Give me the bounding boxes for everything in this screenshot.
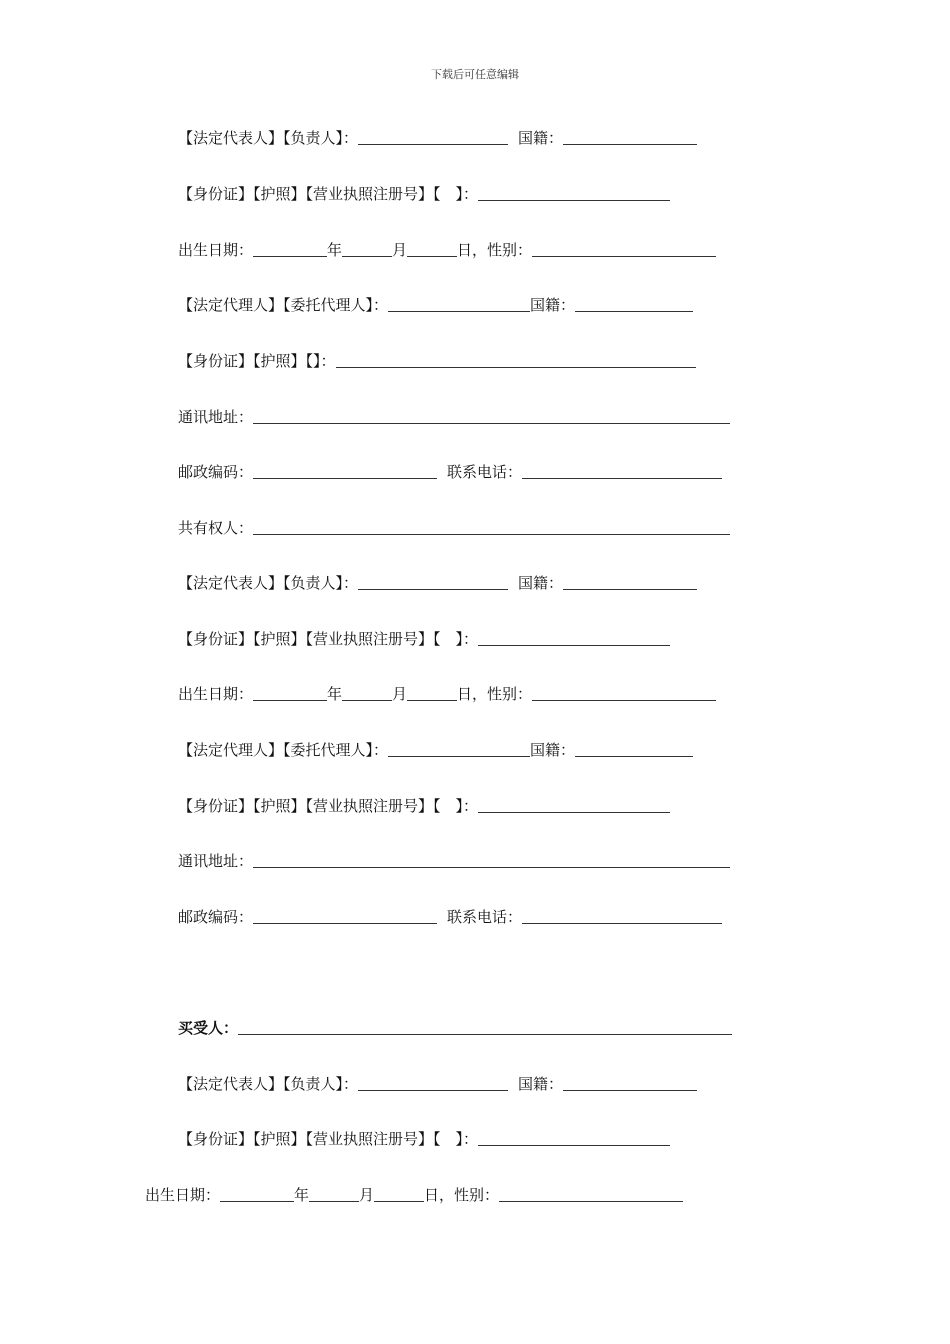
postcode-label: 邮政编码： (178, 908, 254, 926)
nationality-label: 国籍： (530, 741, 576, 759)
id-field[interactable] (478, 199, 670, 201)
month-label: 月 (392, 685, 408, 703)
co-owner-row (178, 516, 738, 538)
year-label: 年 (327, 685, 343, 703)
day-gender-label: 日，性别： (457, 685, 533, 703)
legal-rep-field[interactable] (358, 1089, 508, 1091)
month-label: 月 (392, 241, 408, 259)
legal-rep-label: 【法定代表人】【负责人】： (178, 574, 359, 592)
gender-field[interactable] (532, 255, 716, 257)
id-label: 【身份证】【护照】【营业执照注册号】【 】： (178, 797, 479, 815)
postcode-row (178, 905, 738, 927)
id-row (178, 182, 738, 204)
id-label: 【身份证】【护照】【营业执照注册号】【 】： (178, 185, 479, 203)
birth-day-field[interactable] (407, 699, 457, 701)
address-field[interactable] (253, 866, 730, 868)
birth-row (178, 682, 738, 704)
id-row (178, 1127, 738, 1149)
address-row (178, 849, 738, 871)
postcode-label: 邮政编码： (178, 463, 254, 481)
id-field[interactable] (478, 644, 670, 646)
agent-label: 【法定代理人】【委托代理人】： (178, 296, 389, 314)
legal-rep-label: 【法定代表人】【负责人】： (178, 129, 359, 147)
nationality-field[interactable] (563, 143, 697, 145)
legal-rep-field[interactable] (358, 588, 508, 590)
nationality-field[interactable] (575, 310, 693, 312)
id-label: 【身份证】【护照】【营业执照注册号】【 】： (178, 630, 479, 648)
legal-rep-row (178, 1072, 738, 1094)
year-label: 年 (294, 1186, 310, 1204)
id-row (178, 794, 738, 816)
legal-rep-row (178, 126, 738, 148)
nationality-field[interactable] (575, 755, 693, 757)
nationality-label: 国籍： (530, 296, 576, 314)
id-row (178, 349, 738, 371)
birth-row (178, 238, 738, 260)
address-label: 通讯地址： (178, 408, 254, 426)
birth-day-field[interactable] (374, 1200, 424, 1202)
buyer-row (178, 1016, 738, 1038)
nationality-label: 国籍： (518, 1075, 564, 1093)
legal-rep-label: 【法定代表人】【负责人】： (178, 1075, 359, 1093)
page-header: 下载后可任意编辑 (431, 68, 519, 81)
address-field[interactable] (253, 422, 730, 424)
id-field[interactable] (478, 1144, 670, 1146)
id-label: 【身份证】【护照】【营业执照注册号】【 】： (178, 1130, 479, 1148)
postcode-row (178, 460, 738, 482)
id-field[interactable] (478, 811, 670, 813)
legal-rep-row (178, 571, 738, 593)
birth-year-field[interactable] (253, 699, 327, 701)
agent-row (178, 293, 738, 315)
birth-label: 出生日期： (145, 1186, 221, 1204)
agent-field[interactable] (388, 310, 530, 312)
address-label: 通讯地址： (178, 852, 254, 870)
buyer-field[interactable] (238, 1033, 732, 1035)
agent-field[interactable] (388, 755, 530, 757)
birth-month-field[interactable] (309, 1200, 359, 1202)
id-label: 【身份证】【护照】【】： (178, 352, 336, 370)
nationality-label: 国籍： (518, 129, 564, 147)
nationality-field[interactable] (563, 588, 697, 590)
nationality-label: 国籍： (518, 574, 564, 592)
birth-day-field[interactable] (407, 255, 457, 257)
co-owner-field[interactable] (253, 533, 730, 535)
gender-field[interactable] (532, 699, 716, 701)
postcode-field[interactable] (253, 477, 437, 479)
id-field[interactable] (336, 366, 696, 368)
legal-rep-field[interactable] (358, 143, 508, 145)
birth-year-field[interactable] (253, 255, 327, 257)
id-row (178, 627, 738, 649)
address-row (178, 405, 738, 427)
agent-row (178, 738, 738, 760)
nationality-field[interactable] (563, 1089, 697, 1091)
gender-field[interactable] (499, 1200, 683, 1202)
agent-label: 【法定代理人】【委托代理人】： (178, 741, 389, 759)
birth-label: 出生日期： (178, 241, 254, 259)
day-gender-label: 日，性别： (457, 241, 533, 259)
phone-field[interactable] (522, 477, 722, 479)
birth-row (145, 1183, 705, 1205)
phone-field[interactable] (522, 922, 722, 924)
birth-month-field[interactable] (342, 699, 392, 701)
phone-label: 联系电话： (447, 463, 523, 481)
birth-label: 出生日期： (178, 685, 254, 703)
month-label: 月 (359, 1186, 375, 1204)
birth-month-field[interactable] (342, 255, 392, 257)
birth-year-field[interactable] (220, 1200, 294, 1202)
postcode-field[interactable] (253, 922, 437, 924)
day-gender-label: 日，性别： (424, 1186, 500, 1204)
buyer-label: 买受人： (178, 1019, 239, 1037)
year-label: 年 (327, 241, 343, 259)
phone-label: 联系电话： (447, 908, 523, 926)
co-owner-label: 共有权人： (178, 519, 254, 537)
